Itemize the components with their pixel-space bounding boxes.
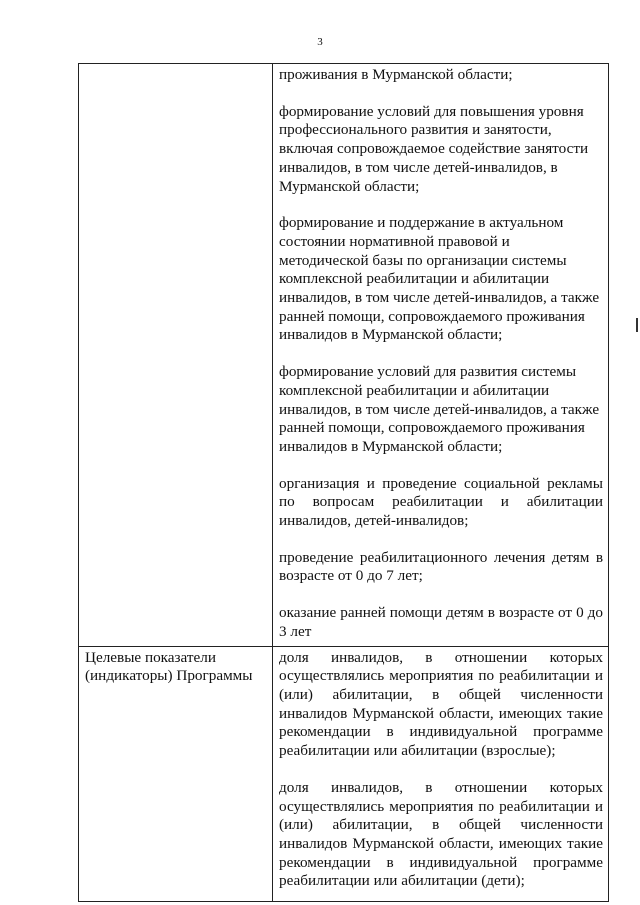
paragraph: организация и проведение социальной рекламы по вопросам реабилитации и абилитации инвалидов, детей-инвалидов;: [279, 474, 603, 530]
row-label: Целевые показатели (индикаторы) Программы: [85, 648, 253, 685]
paragraph: формирование и поддержание в актуальном состоянии нормативной правовой и методической базы по организации системы комплексной реабилитации и абилитации инвалидов, в том числе детей-инвалидов, а также ранней помощи, сопровождаемого проживания инвалидов в Мурманской области;: [279, 214, 600, 344]
paragraph: проживания в Мурманской области;: [279, 66, 513, 83]
table-row: [79, 646, 609, 901]
row-label-cell: [79, 646, 273, 901]
paragraph: оказание ранней помощи детям в возрасте от 0 до 3 лет: [279, 604, 603, 640]
row-label-cell: [79, 64, 273, 647]
table-row: [79, 64, 609, 647]
page-number: 3: [317, 36, 323, 48]
paragraph: формирование условий для развития системы комплексной реабилитации и абилитации инвалидов, в том числе детей-инвалидов, а также ранней помощи, сопровождаемого проживания инвалидов в Мурманской области;: [279, 363, 600, 455]
row-content-cell: [273, 64, 609, 647]
paragraph: проведение реабилитационного лечения детям в возрасте от 0 до 7 лет;: [279, 548, 603, 585]
program-passport-table: [78, 63, 609, 902]
paragraph: доля инвалидов, в отношении которых осуществлялись мероприятия по реабилитации и (или) абилитации, в общей численности инвалидов Мурманской области, имеющих такие рекомендации в индивидуальной программе реабилитации или абилитации (взрослые);: [279, 648, 603, 760]
paragraph: доля инвалидов, в отношении которых осуществлялись мероприятия по реабилитации и (или) абилитации, в общей численности инвалидов Мурманской области, имеющих такие рекомендации в индивидуальной программе реабилитации или абилитации (дети);: [279, 778, 603, 890]
paragraph: формирование условий для повышения уровня профессионального развития и занятости, включая сопровождаемое содействие занятости инвалидов, в том числе детей-инвалидов, в Мурманской области;: [279, 102, 589, 195]
row-content-cell: [273, 646, 609, 901]
scan-artifact: [636, 318, 638, 332]
